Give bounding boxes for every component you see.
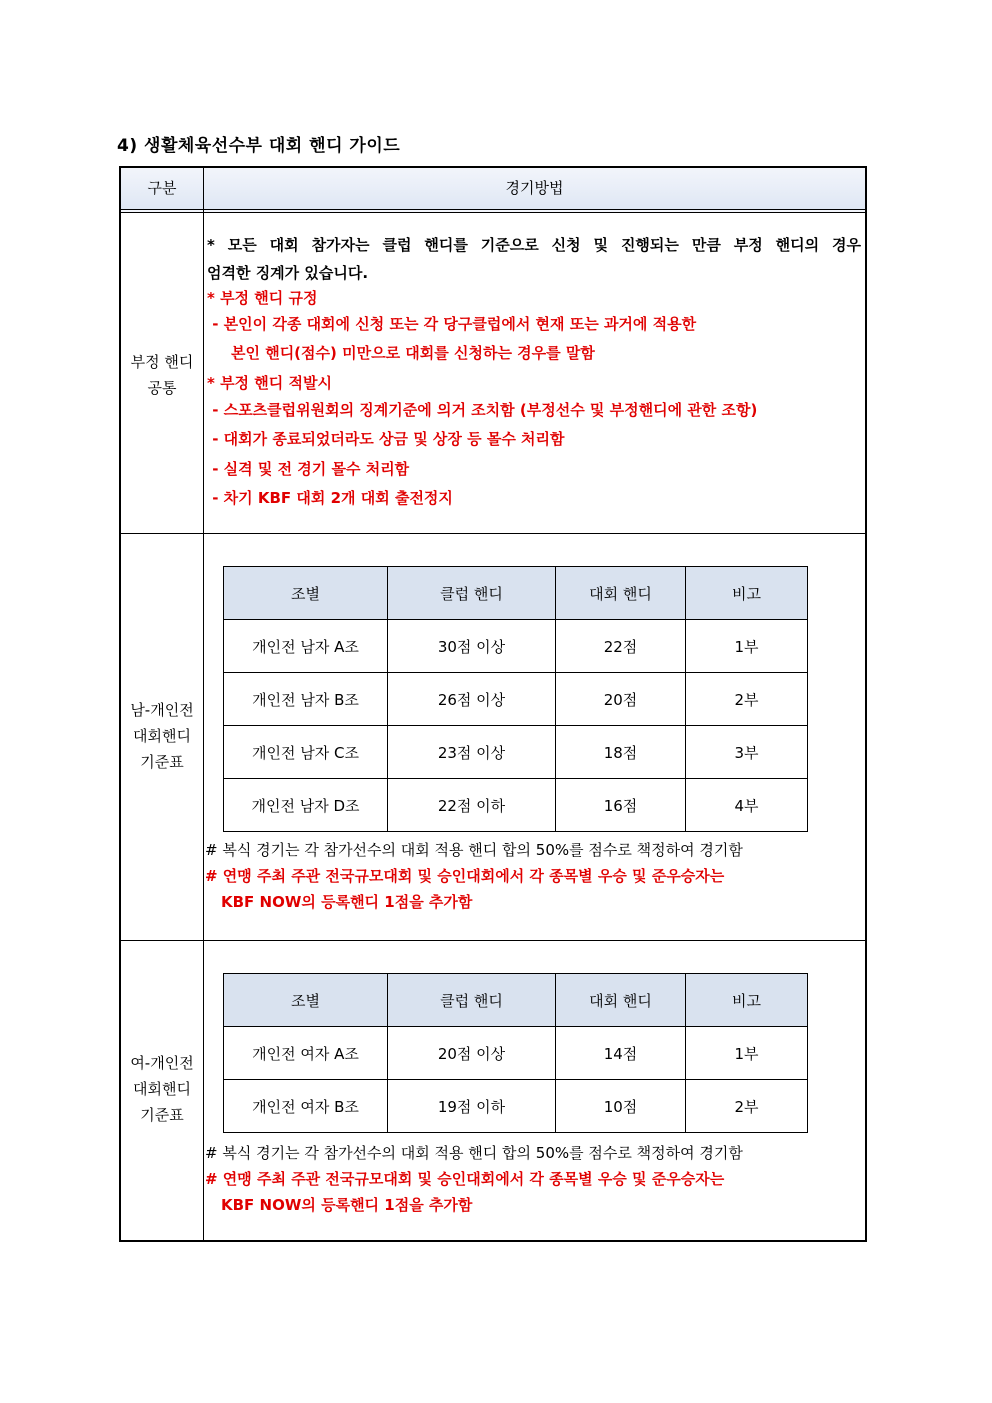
penalty-item: - 대회가 종료되었더라도 상금 및 상장 등 몰수 처리함 — [207, 430, 565, 448]
column-header: 클럽 핸디 — [388, 974, 556, 1027]
guide-table — [119, 166, 867, 1242]
section1-intro-line2: 엄격한 징계가 있습니다. — [207, 264, 369, 282]
men-note-doubles: # 복식 경기는 각 참가선수의 대회 적용 핸디 합의 50%를 점수로 책정하여 경기함 — [205, 841, 743, 859]
column-divider — [203, 168, 204, 1240]
rule-line2: 본인 핸디(점수) 미만으로 대회를 신청하는 경우를 말함 — [231, 344, 595, 362]
table-cell: 18점 — [556, 726, 686, 779]
table-cell: 3부 — [686, 726, 808, 779]
column-header: 비고 — [686, 567, 808, 620]
men-handicap-table — [223, 566, 808, 832]
column-header: 대회 핸디 — [556, 567, 686, 620]
page-title: 4) 생활체육선수부 대회 핸디 가이드 — [117, 136, 401, 156]
penalty-item: - 실격 및 전 경기 몰수 처리함 — [207, 460, 410, 478]
column-header: 대회 핸디 — [556, 974, 686, 1027]
header-method: 경기방법 — [505, 179, 564, 197]
section-divider — [121, 940, 865, 941]
table-cell: 1부 — [686, 620, 808, 673]
women-note-doubles: # 복식 경기는 각 참가선수의 대회 적용 핸디 합의 50%를 점수로 책정하여 경기함 — [205, 1144, 743, 1162]
column-header: 비고 — [686, 974, 808, 1027]
table-cell: 개인전 여자 A조 — [224, 1027, 388, 1080]
table-cell: 30점 이상 — [388, 620, 556, 673]
column-header: 조별 — [224, 974, 388, 1027]
table-cell: 20점 — [556, 673, 686, 726]
section1-intro-line1: * 모든 대회 참가자는 클럽 핸디를 기준으로 신청 및 진행되는 만큼 부정 핸디의 경우 — [207, 236, 861, 254]
table-row — [224, 1027, 808, 1080]
rule-line1: - 본인이 각종 대회에 신청 또는 각 당구클럽에서 현재 또는 과거에 적용한 — [207, 315, 697, 333]
table-cell: 개인전 남자 A조 — [224, 620, 388, 673]
table-cell: 1부 — [686, 1027, 808, 1080]
table-cell: 개인전 남자 D조 — [224, 779, 388, 832]
table-cell: 16점 — [556, 779, 686, 832]
table-cell: 2부 — [686, 1080, 808, 1133]
table-cell: 개인전 남자 B조 — [224, 673, 388, 726]
men-note-bonus-line1: # 연맹 주최 주관 전국규모대회 및 승인대회에서 각 종목별 우승 및 준우승자는 — [205, 867, 725, 885]
table-cell: 14점 — [556, 1027, 686, 1080]
table-cell: 20점 이상 — [388, 1027, 556, 1080]
header-category: 구분 — [147, 179, 177, 197]
table-row — [224, 726, 808, 779]
table-cell: 26점 이상 — [388, 673, 556, 726]
column-header: 클럽 핸디 — [388, 567, 556, 620]
table-cell: 19점 이하 — [388, 1080, 556, 1133]
column-header: 조별 — [224, 567, 388, 620]
table-row — [224, 620, 808, 673]
women-note-bonus-line1: # 연맹 주최 주관 전국규모대회 및 승인대회에서 각 종목별 우승 및 준우승자는 — [205, 1170, 725, 1188]
penalty-item: - 스포츠클럽위원회의 징계기준에 의거 조치함 (부정선수 및 부정핸디에 관한 조항) — [207, 401, 758, 419]
table-cell: 2부 — [686, 673, 808, 726]
table-cell: 10점 — [556, 1080, 686, 1133]
table-row — [224, 673, 808, 726]
men-note-bonus-line2: KBF NOW의 등록핸디 1점을 추가함 — [221, 893, 473, 911]
women-note-bonus-line2: KBF NOW의 등록핸디 1점을 추가함 — [221, 1196, 473, 1214]
section3-label: 여-개인전 대회핸디 기준표 — [130, 1054, 194, 1124]
section-divider — [121, 533, 865, 534]
section2-label: 남-개인전 대회핸디 기준표 — [130, 701, 194, 771]
table-cell: 4부 — [686, 779, 808, 832]
penalty-title: * 부정 핸디 적발시 — [207, 374, 332, 392]
table-cell: 개인전 여자 B조 — [224, 1080, 388, 1133]
table-cell: 22점 이하 — [388, 779, 556, 832]
table-row — [224, 1080, 808, 1133]
table-cell: 개인전 남자 C조 — [224, 726, 388, 779]
table-row — [224, 779, 808, 832]
rule-title: * 부정 핸디 규정 — [207, 289, 318, 307]
table-cell: 22점 — [556, 620, 686, 673]
table-cell: 23점 이상 — [388, 726, 556, 779]
women-handicap-table — [223, 973, 808, 1133]
section1-label: 부정 핸디 공통 — [130, 353, 194, 397]
penalty-item: - 차기 KBF 대회 2개 대회 출전정지 — [207, 489, 453, 507]
